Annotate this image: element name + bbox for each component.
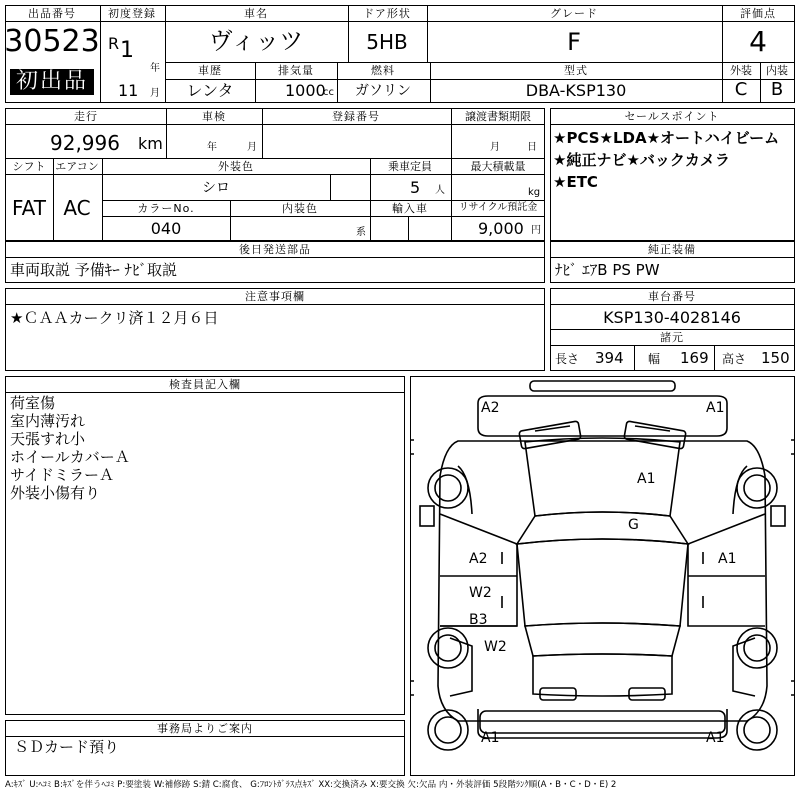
mark-left-rear-quarter: W2: [484, 639, 507, 655]
divider: [53, 158, 54, 241]
inspection-month-unit: 月: [247, 142, 257, 153]
sales-point-line: ★純正ナビ★バックカメラ: [553, 151, 730, 169]
int-color-label: 内装色: [282, 202, 318, 215]
mark-rear-right: A1: [706, 730, 725, 746]
first-reg-year: 1: [120, 38, 134, 63]
color-no-label: カラーNo.: [137, 202, 195, 215]
legend: A:ｷｽﾞ U:ﾍｺﾐ B:ｷｽﾞを伴うﾍｺﾐ P:要塗装 W:補修跡 S:錆 C:腐食、 G:ﾌﾛﾝﾄｶﾞﾗｽ点ｷｽﾞ XX:交換済み X:要交換 欠:欠品 内・外装評価 5段階ﾗﾝｸ順(A・B・C・D・E) 2: [5, 780, 617, 790]
equipment-label: 純正装備: [648, 243, 696, 256]
inspector-line: サイドミラーＡ: [10, 466, 114, 484]
car-name: ヴィッツ: [208, 27, 304, 55]
first-listing-badge: 初出品: [10, 69, 94, 95]
divider: [337, 62, 338, 103]
inspector-line: 室内薄汚れ: [10, 412, 86, 430]
divider: [5, 257, 545, 258]
divider: [102, 158, 103, 241]
fuel: ガソリン: [355, 83, 411, 99]
ext-color: シロ: [202, 180, 230, 196]
later-parts-label: 後日発送部品: [239, 243, 311, 256]
first-reg-month: 11: [118, 81, 139, 100]
divider: [760, 62, 761, 103]
divider: [550, 257, 795, 258]
mark-windshield: G: [628, 517, 639, 533]
inspector-line: 外装小傷有り: [10, 484, 101, 502]
chassis-label: 車台番号: [648, 290, 696, 303]
divider: [330, 174, 331, 200]
max-load-unit: kg: [528, 187, 541, 198]
car-outline-diagram: [410, 376, 795, 776]
inspector-line: 天張すれ小: [10, 430, 86, 448]
aircon-label: エアコン: [55, 160, 99, 173]
shift: FAT: [11, 196, 47, 220]
rating-label: 評価点: [740, 7, 776, 20]
divider: [370, 158, 371, 241]
shift-label: シフト: [12, 160, 46, 173]
divider: [634, 345, 635, 371]
inspection-label: 車検: [202, 110, 226, 123]
first-reg-label: 初度登録: [108, 7, 156, 20]
divider: [100, 21, 795, 22]
inspector-line: 荷室傷: [10, 394, 56, 412]
reg-no-label: 登録番号: [332, 110, 380, 123]
divider: [165, 5, 166, 103]
divider: [430, 62, 431, 103]
mileage-unit: km: [138, 134, 163, 153]
recycle-fee-unit: 円: [531, 225, 541, 236]
displacement-label: 排気量: [278, 64, 314, 77]
rating: 4: [749, 25, 767, 58]
transfer-doc-month-unit: 月: [490, 142, 500, 153]
chassis-number: KSP130-4028146: [603, 308, 741, 327]
divider: [550, 304, 795, 305]
divider: [5, 21, 100, 22]
office-note: ＳＤカード預り: [14, 738, 120, 756]
equipment: ﾅﾋﾞ ｴｱB PS PW: [555, 261, 660, 279]
displacement-unit: cc: [323, 87, 334, 98]
sales-point-label: セールスポイント: [624, 110, 720, 123]
sales-point-line: ★ETC: [553, 173, 598, 191]
divider: [550, 124, 795, 125]
car-name-label: 車名: [244, 7, 268, 20]
interior-grade-label: 内装: [766, 64, 788, 77]
divider: [5, 158, 545, 159]
ext-color-label: 外装色: [218, 160, 254, 173]
door-type: 5HB: [366, 30, 408, 54]
divider: [5, 392, 405, 393]
specs-label: 諸元: [660, 331, 684, 344]
transfer-doc-day-unit: 日: [527, 142, 537, 153]
spec-length-label: 長さ: [555, 352, 580, 366]
mark-rear-left: A1: [481, 730, 500, 746]
displacement: 1000: [285, 81, 326, 100]
divider: [550, 345, 795, 346]
history-label: 車歴: [198, 64, 222, 77]
capacity-label: 乗車定員: [388, 160, 432, 173]
divider: [165, 62, 795, 63]
divider: [166, 108, 167, 158]
spec-width-label: 幅: [648, 352, 661, 366]
divider: [102, 216, 545, 217]
divider: [230, 200, 231, 241]
aircon: AC: [63, 196, 91, 220]
first-reg-month-unit: 月: [150, 88, 160, 99]
exterior-grade: C: [734, 79, 748, 100]
model-code-label: 型式: [564, 64, 588, 77]
mark-front-left: A2: [481, 400, 500, 416]
divider: [5, 174, 545, 175]
interior-grade: B: [770, 79, 784, 100]
lot-number-label: 出品番号: [28, 7, 76, 20]
spec-width: 169: [680, 349, 709, 367]
divider: [5, 124, 545, 125]
recycle-label: リサイクル預託金: [458, 202, 538, 213]
mark-left-rear-door: W2: [469, 585, 492, 601]
inspector-line: ホイールカバーＡ: [10, 448, 130, 466]
divider: [714, 345, 715, 371]
divider: [262, 108, 263, 158]
lot-number: 30523: [4, 24, 100, 59]
sales-point-line: ★PCS★LDA★オートハイビーム: [553, 129, 780, 147]
mileage-label: 走行: [74, 110, 98, 123]
office-label: 事務局よりご案内: [157, 722, 253, 735]
max-load-label: 最大積載量: [470, 160, 526, 173]
divider: [5, 304, 545, 305]
mark-front-right: A1: [706, 400, 725, 416]
divider: [5, 736, 405, 737]
spec-height-label: 高さ: [722, 352, 747, 366]
transfer-doc-label: 譲渡書類期限: [465, 110, 531, 123]
divider: [451, 158, 452, 241]
first-reg-era: R: [108, 34, 120, 53]
grade: F: [567, 28, 581, 56]
mileage: 92,996: [50, 131, 120, 155]
mark-left-rear-door: B3: [469, 612, 488, 628]
inspector-label: 検査員記入欄: [169, 378, 241, 391]
divider: [722, 5, 723, 103]
later-parts: 車両取説 予備ｷｰ ﾅﾋﾞ取説: [10, 261, 178, 279]
divider: [408, 216, 409, 241]
exterior-grade-label: 外装: [730, 64, 752, 77]
divider: [255, 62, 256, 103]
int-color-unit: 系: [356, 227, 366, 238]
grade-label: グレード: [550, 7, 598, 20]
model-code: DBA-KSP130: [525, 81, 627, 100]
notes-label: 注意事項欄: [245, 290, 305, 303]
fuel-label: 燃料: [371, 64, 395, 77]
history: レンタ: [186, 81, 234, 100]
notes: ★ＣＡＡカークリ済１２月６日: [10, 309, 219, 327]
capacity: 5: [410, 178, 421, 197]
inspection-year-unit: 年: [207, 142, 217, 153]
divider: [100, 5, 101, 103]
mark-left-front-door: A2: [469, 551, 488, 567]
mark-bonnet: A1: [637, 471, 656, 487]
divider: [348, 5, 349, 62]
spec-height: 150: [761, 349, 790, 367]
capacity-unit: 人: [435, 185, 445, 196]
mark-right-front-door: A1: [718, 551, 737, 567]
color-no: 040: [150, 219, 182, 238]
first-reg-year-unit: 年: [150, 63, 160, 74]
divider: [165, 79, 795, 80]
divider: [427, 5, 428, 62]
recycle-fee: 9,000: [478, 219, 524, 238]
import-label: 輸入車: [392, 202, 428, 215]
divider: [550, 329, 795, 330]
divider: [102, 200, 545, 201]
divider: [451, 108, 452, 158]
door-type-label: ドア形状: [363, 7, 411, 20]
spec-length: 394: [595, 349, 624, 367]
